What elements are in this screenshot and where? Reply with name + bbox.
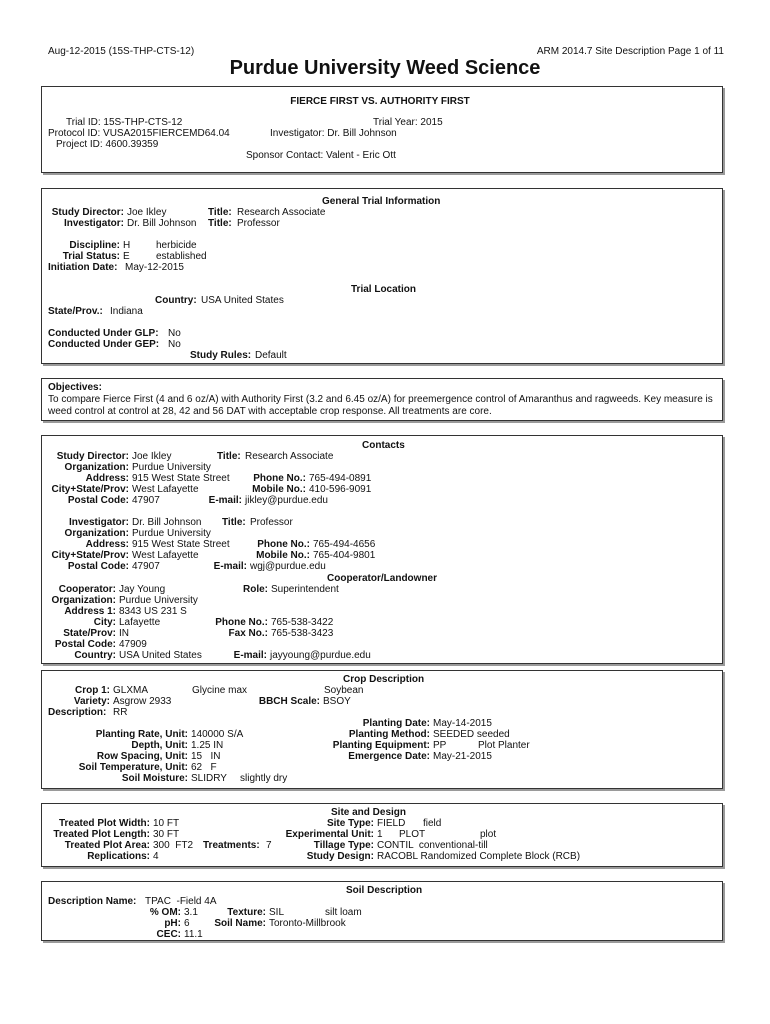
contact-mobile-value: 410-596-9091 — [309, 484, 372, 495]
gep-value: No — [168, 339, 181, 350]
coop-email-value: jayyoung@purdue.edu — [270, 650, 371, 661]
soil-temperature-label: Soil Temperature, Unit: — [78, 762, 188, 773]
glp-value: No — [168, 328, 181, 339]
contact-inv-value: Dr. Bill Johnson — [132, 517, 202, 528]
general-heading: General Trial Information — [322, 196, 441, 207]
contact-inv-postal-value: 47907 — [132, 561, 160, 572]
coop-fax-value: 765-538-3423 — [271, 628, 334, 639]
study-rules-label: Study Rules: — [190, 350, 252, 361]
planting-method-label: Planting Method: — [348, 729, 430, 740]
inv-title-label: Title: — [208, 218, 232, 229]
soil-heading: Soil Description — [346, 885, 423, 896]
site-type-code: FIELD — [377, 818, 406, 829]
plot-length-label: Treated Plot Length: — [53, 829, 150, 840]
contact-mobile-label: Mobile No.: — [252, 484, 306, 495]
coop-state-value: IN — [119, 628, 129, 639]
plot-length-value: 30 FT — [153, 829, 180, 840]
gep-label: Conducted Under GEP: — [48, 339, 160, 350]
soil-moisture-label: Soil Moisture: — [121, 773, 188, 784]
trial-investigator: Investigator: Dr. Bill Johnson — [270, 128, 397, 139]
objectives-label: Objectives: — [48, 382, 102, 393]
planting-rate-label: Planting Rate, Unit: — [95, 729, 188, 740]
trial-status-label: Trial Status: — [62, 251, 120, 262]
plot-area-value: 300 FT2 — [153, 840, 194, 851]
study-director-label: Study Director: — [51, 207, 124, 218]
cooperator-label: Cooperator: — [58, 584, 116, 595]
coop-city-label: City: — [93, 617, 116, 628]
planting-equipment-code: PP — [433, 740, 447, 751]
contact-inv-mobile-label: Mobile No.: — [256, 550, 310, 561]
variety-value: Asgrow 2933 — [113, 696, 172, 707]
coop-country-label: Country: — [74, 650, 116, 661]
coop-city-value: Lafayette — [119, 617, 161, 628]
trial-status-code: E — [123, 251, 130, 262]
depth-value: 1.25 IN — [191, 740, 224, 751]
planting-date-label: Planting Date: — [362, 718, 430, 729]
contact-inv-phone-value: 765-494-4656 — [313, 539, 376, 550]
state-value: Indiana — [110, 306, 143, 317]
om-value: 3.1 — [184, 907, 198, 918]
experimental-unit-num: 1 — [377, 829, 383, 840]
contact-email-label: E-mail: — [208, 495, 242, 506]
study-design-value: RACOBL Randomized Complete Block (RCB) — [377, 851, 581, 862]
plot-width-value: 10 FT — [153, 818, 180, 829]
coop-fax-label: Fax No.: — [228, 628, 268, 639]
contact-inv-email-label: E-mail: — [213, 561, 247, 572]
trial-status-value: established — [156, 251, 207, 262]
crop-latin: Glycine max — [192, 685, 248, 696]
sponsor-contact: Sponsor Contact: Valent - Eric Ott — [246, 150, 396, 161]
texture-value: silt loam — [325, 907, 362, 918]
coop-postal-value: 47909 — [119, 639, 147, 650]
replications-label: Replications: — [87, 851, 150, 862]
contact-sd-label: Study Director: — [56, 451, 129, 462]
study-director-value: Joe Ikley — [127, 207, 167, 218]
cooperator-role-value: Superintendent — [271, 584, 339, 595]
experimental-unit-code: PLOT — [399, 829, 426, 840]
experimental-unit-label: Experimental Unit: — [285, 829, 374, 840]
trial-year: Trial Year: 2015 — [373, 117, 443, 128]
contact-inv-address-value: 915 West State Street — [132, 539, 230, 550]
investigator-value: Dr. Bill Johnson — [127, 218, 197, 229]
soil-desc-name-value: TPAC -Field 4A — [145, 896, 217, 907]
contact-address-label: Address: — [85, 473, 129, 484]
country-label: Country: — [155, 295, 197, 306]
contact-inv-phone-label: Phone No.: — [257, 539, 310, 550]
plot-width-label: Treated Plot Width: — [58, 818, 150, 829]
contact-inv-title-value: Professor — [250, 517, 293, 528]
coop-state-label: State/Prov: — [63, 628, 116, 639]
header-right: ARM 2014.7 Site Description Page 1 of 11 — [536, 46, 724, 57]
coop-address-value: 8343 US 231 S — [119, 606, 187, 617]
header-left: Aug-12-2015 (15S-THP-CTS-12) — [48, 46, 195, 57]
om-label: % OM: — [149, 907, 181, 918]
inv-title-value: Professor — [237, 218, 280, 229]
contact-inv-city-label: City+State/Prov: — [51, 550, 129, 561]
contact-city-label: City+State/Prov: — [51, 484, 129, 495]
texture-label: Texture: — [227, 907, 266, 918]
description-value: RR — [113, 707, 128, 718]
tillage-type-label: Tillage Type: — [313, 840, 374, 851]
contact-postal-label: Postal Code: — [67, 495, 129, 506]
planting-equipment-value: Plot Planter — [478, 740, 530, 751]
discipline-value: herbicide — [156, 240, 197, 251]
contact-inv-title-label: Title: — [222, 517, 246, 528]
treatments-label: Treatments: — [203, 840, 260, 851]
objectives-text: To compare Fierce First (4 and 6 oz/A) with Authority First (3.2 and 6.45 oz/A) for preemergence control of Amaranthus and ragweeds. Key measure is weed control at control at 28, 42 and 56 DAT with acceptable crop response. All treatments are core. — [48, 394, 713, 417]
tillage-type-value: CONTIL conventional-till — [377, 840, 488, 851]
contact-address-value: 915 West State Street — [132, 473, 230, 484]
contact-postal-value: 47907 — [132, 495, 160, 506]
soil-name-label: Soil Name: — [214, 918, 266, 929]
trial-name: FIERCE FIRST VS. AUTHORITY FIRST — [290, 96, 470, 107]
texture-code: SIL — [269, 907, 285, 918]
cec-value: 11.1 — [184, 929, 203, 940]
crop-code: GLXMA — [113, 685, 149, 696]
contact-sd-title-label: Title: — [217, 451, 241, 462]
treatments-value: 7 — [266, 840, 272, 851]
contact-inv-postal-label: Postal Code: — [67, 561, 129, 572]
crop-name: Soybean — [324, 685, 364, 696]
protocol-id: Protocol ID: VUSA2015FIERCEMD64.04 — [48, 128, 230, 139]
contact-inv-label: Investigator: — [68, 517, 129, 528]
discipline-code: H — [123, 240, 131, 251]
study-rules-value: Default — [255, 350, 287, 361]
coop-phone-label: Phone No.: — [215, 617, 268, 628]
contact-org-label: Organization: — [64, 462, 129, 473]
coop-country-value: USA United States — [119, 650, 202, 661]
site-heading: Site and Design — [331, 807, 407, 818]
soil-moisture-value: slightly dry — [240, 773, 288, 784]
experimental-unit-value: plot — [480, 829, 497, 840]
cec-label: CEC: — [156, 929, 181, 940]
cooperator-value: Jay Young — [119, 584, 166, 595]
initiation-date-label: Initiation Date: — [48, 262, 118, 273]
trial-location-heading: Trial Location — [351, 284, 417, 295]
ph-label: pH: — [164, 918, 181, 929]
coop-address-label: Address 1: — [64, 606, 116, 617]
planting-equipment-label: Planting Equipment: — [332, 740, 430, 751]
trial-id: Trial ID: 15S-THP-CTS-12 — [66, 117, 183, 128]
coop-org-value: Purdue University — [119, 595, 198, 606]
cooperator-role-label: Role: — [243, 584, 268, 595]
planting-date-value: May-14-2015 — [433, 718, 492, 729]
discipline-label: Discipline: — [69, 240, 120, 251]
page-title: Purdue University Weed Science — [229, 57, 541, 79]
contact-sd-value: Joe Ikley — [132, 451, 172, 462]
soil-moisture-code: SLIDRY — [191, 773, 227, 784]
coop-postal-label: Postal Code: — [54, 639, 116, 650]
contact-org-value: Purdue University — [132, 462, 211, 473]
contact-inv-org-value: Purdue University — [132, 528, 211, 539]
bbch-value: BSOY — [323, 696, 351, 707]
contact-inv-address-label: Address: — [85, 539, 129, 550]
contact-phone-value: 765-494-0891 — [309, 473, 372, 484]
site-type-label: Site Type: — [326, 818, 374, 829]
soil-name-value: Toronto-Millbrook — [269, 918, 346, 929]
contact-inv-city-value: West Lafayette — [132, 550, 199, 561]
row-spacing-value: 15 IN — [191, 751, 221, 762]
country-value: USA United States — [201, 295, 284, 306]
emergence-date-value: May-21-2015 — [433, 751, 492, 762]
sd-title-label: Title: — [208, 207, 232, 218]
contact-city-value: West Lafayette — [132, 484, 199, 495]
contact-phone-label: Phone No.: — [253, 473, 306, 484]
contact-sd-title-value: Research Associate — [245, 451, 334, 462]
contacts-heading: Contacts — [362, 440, 405, 451]
planting-method-value: SEEDED seeded — [433, 729, 510, 740]
investigator-label: Investigator: — [63, 218, 124, 229]
emergence-date-label: Emergence Date: — [348, 751, 430, 762]
cooperator-heading: Cooperator/Landowner — [327, 573, 438, 584]
site-type-value: field — [423, 818, 442, 829]
sd-title-value: Research Associate — [237, 207, 326, 218]
replications-value: 4 — [153, 851, 159, 862]
contact-inv-org-label: Organization: — [64, 528, 129, 539]
glp-label: Conducted Under GLP: — [48, 328, 159, 339]
depth-label: Depth, Unit: — [131, 740, 188, 751]
plot-area-label: Treated Plot Area: — [64, 840, 150, 851]
coop-org-label: Organization: — [51, 595, 116, 606]
initiation-date-value: May-12-2015 — [125, 262, 184, 273]
state-label: State/Prov.: — [48, 306, 103, 317]
planting-rate-value: 140000 S/A — [191, 729, 244, 740]
crop-label: Crop 1: — [75, 685, 110, 696]
crop-heading: Crop Description — [343, 674, 425, 685]
description-label: Description: — [48, 707, 107, 718]
ph-value: 6 — [184, 918, 190, 929]
variety-label: Variety: — [73, 696, 110, 707]
study-design-label: Study Design: — [306, 851, 374, 862]
project-id: Project ID: 4600.39359 — [56, 139, 159, 150]
contact-inv-email-value: wgj@purdue.edu — [250, 561, 326, 572]
contact-inv-mobile-value: 765-404-9801 — [313, 550, 376, 561]
soil-desc-name-label: Description Name: — [48, 896, 137, 907]
row-spacing-label: Row Spacing, Unit: — [96, 751, 188, 762]
coop-phone-value: 765-538-3422 — [271, 617, 334, 628]
bbch-label: BBCH Scale: — [258, 696, 320, 707]
coop-email-label: E-mail: — [233, 650, 267, 661]
contact-email-value: jikley@purdue.edu — [245, 495, 328, 506]
soil-temperature-value: 62 F — [191, 762, 217, 773]
